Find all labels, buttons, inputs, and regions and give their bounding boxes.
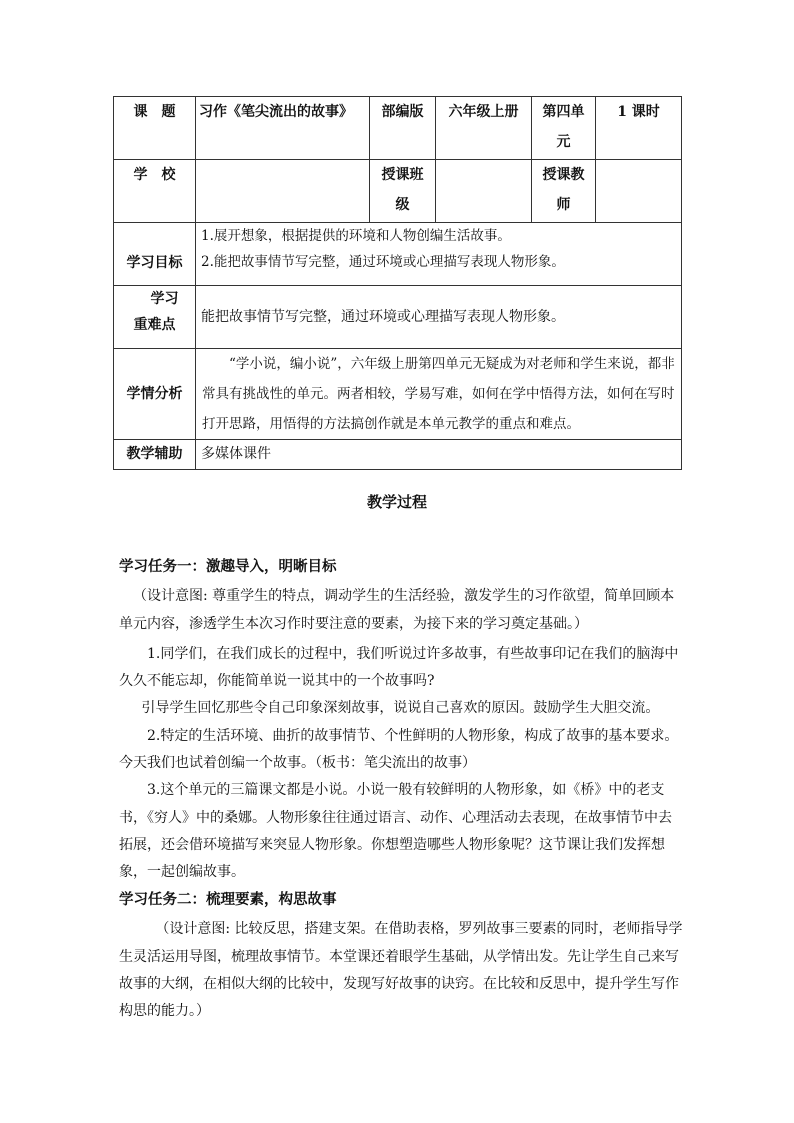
class-value (436, 160, 532, 223)
paragraph: 3.这个单元的三篇课文都是小说。小说一般有较鲜明的人物形象，如《桥》中的老支书，《穷人》中的桑娜。人物形象往往通过语言、动作、心理活动去表现，在故事情节中去拓展，还会借环境描写来突显人物形象。你想塑造哪些人物形象呢？这节课让我们发挥想象，一起创编故事。 (119, 782, 672, 881)
table-row (114, 160, 682, 223)
paragraph: （设计意图: 比较反思，搭建支架。在借助表格，罗列故事三要素的同时，老师指导学生灵活运用导图，梳理故事情节。本堂课还着眼学生基础，从学情出发。先让学生自己来写故事的大纲，在相似大纲的比较中，发现写好故事的诀窍。在比较和反思中，提升学生写作构思的能力。） (119, 921, 683, 1020)
difficulty-content: 能把故事情节写完整，通过环境或心理描写表现人物形象。 (196, 286, 682, 349)
topic-label: 课 题 (114, 97, 196, 160)
unit-line-2: 元 (556, 134, 571, 150)
teacher-value (596, 160, 682, 223)
grade: 六年级上册 (436, 97, 532, 160)
task-heading: 学习任务二：梳理要素，构思故事 (119, 891, 337, 908)
goals-label: 学习目标 (114, 223, 196, 286)
table-row (114, 286, 682, 349)
school-label: 学 校 (114, 160, 196, 223)
goal-item-2: 2.能把故事情节写完整，通过环境或心理描写表现人物形象。 (201, 254, 565, 270)
task-one (119, 553, 684, 887)
difficulty-label-line-2: 重难点 (133, 317, 176, 333)
class-label-line-2: 级 (395, 197, 410, 213)
teacher-label-line-2: 师 (556, 197, 571, 213)
hours: 1 课时 (596, 97, 682, 160)
analysis-content: “学小说，编小说”，六年级上册第四单元无疑成为对老师和学生来说，都非常具有挑战性的单元。两者相较，学易写难，如何在学中悟得方法，如何在写时打开思路，用悟得的方法搞创作就是本单元教学的重点和难点。 (196, 349, 682, 440)
task-two (119, 886, 684, 1025)
school-value (196, 160, 370, 223)
class-label-line-1: 授课班 (381, 167, 424, 183)
unit-line-1: 第四单 (542, 104, 585, 120)
class-label (370, 160, 436, 223)
lesson-title: 习作《笔尖流出的故事》 (196, 97, 370, 160)
goals-content (196, 223, 682, 286)
difficulty-label (114, 286, 196, 349)
paragraph: 1.同学们，在我们成长的过程中，我们听说过许多故事，有些故事印记在我们的脑海中久久不能忘却，你能简单说一说其中的一个故事吗? (119, 645, 679, 690)
table-row (114, 97, 682, 160)
teacher-label-line-1: 授课教 (542, 167, 585, 183)
lesson-info-table (113, 96, 682, 470)
analysis-label: 学情分析 (114, 349, 196, 440)
aids-content: 多媒体课件 (196, 440, 682, 470)
paragraph: 引导学生回忆那些令自己印象深刻故事，说说自己喜欢的原因。鼓励学生大胆交流。 (141, 700, 660, 717)
unit (532, 97, 596, 160)
paragraph: 2.特定的生活环境、曲折的故事情节、个性鲜明的人物形象，构成了故事的基本要求。今天我们也试着创编一个故事。（板书：笔尖流出的故事） (119, 727, 679, 772)
teacher-label (532, 160, 596, 223)
goal-item-1: 1.展开想象，根据提供的环境和人物创编生活故事。 (201, 228, 511, 244)
table-row (114, 349, 682, 440)
section-title: 教学过程 (366, 493, 427, 511)
paragraph: （设计意图: 尊重学生的特点，调动学生的生活经验，激发学生的习作欲望，简单回顾本单元内容，渗透学生本次习作时要注意的要素，为接下来的学习奠定基础。） (119, 588, 675, 632)
aids-label: 教学辅助 (114, 440, 196, 470)
difficulty-label-line-1: 学习 (150, 291, 179, 307)
table-row (114, 223, 682, 286)
edition: 部编版 (370, 97, 436, 160)
table-row (114, 440, 682, 470)
task-heading: 学习任务一：激趣导入，明晰目标 (119, 558, 337, 575)
